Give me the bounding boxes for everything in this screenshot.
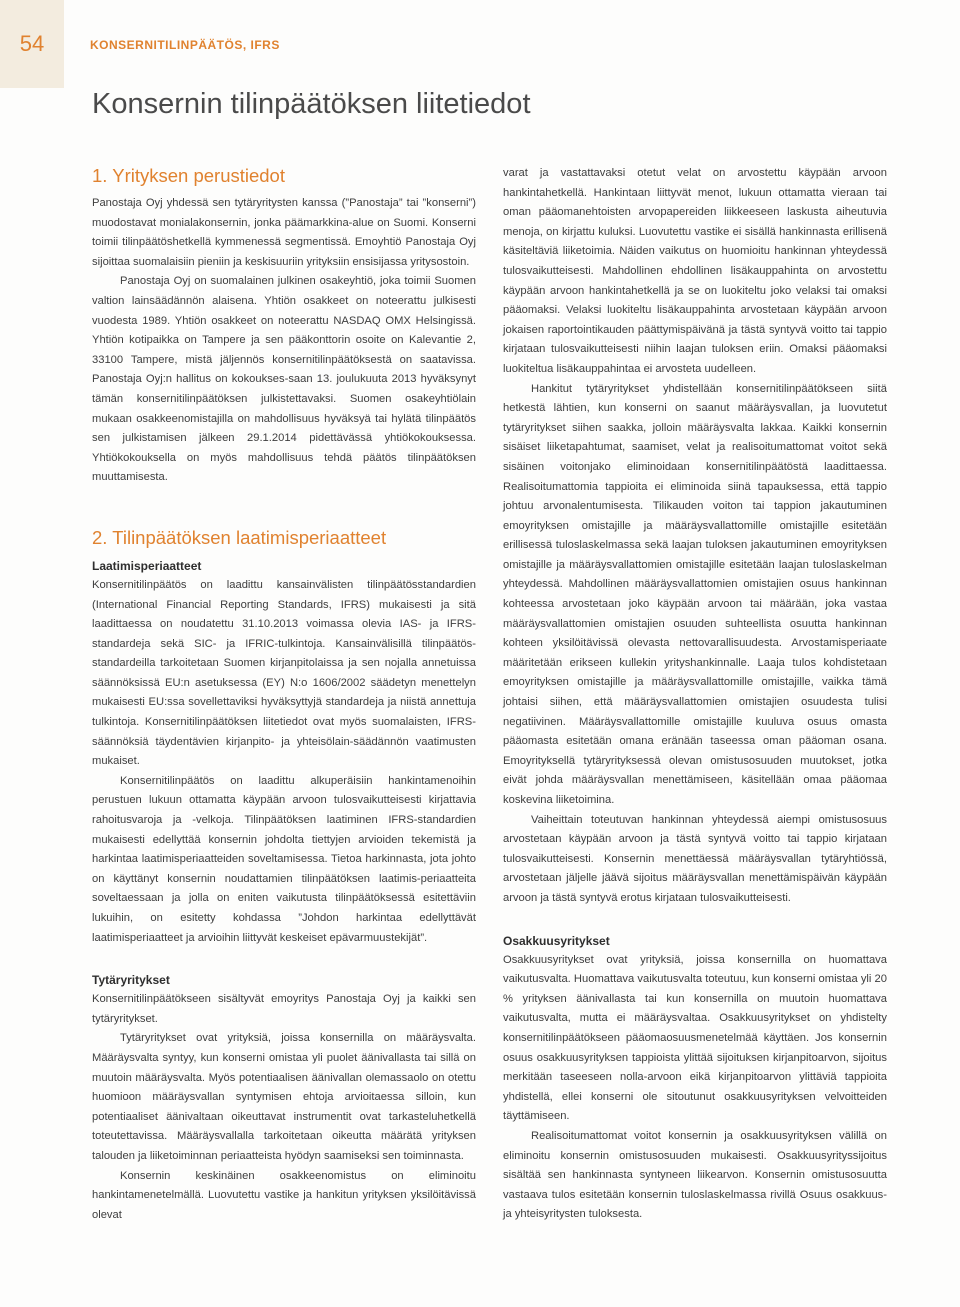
tytaryritykset-heading: Tytäryritykset bbox=[92, 973, 170, 988]
page-number: 54 bbox=[0, 0, 64, 88]
osakkuus-paragraph-1: Osakkuusyritykset ovat yrityksiä, joissa konsernilla on huomattava vaikutusvalta. Huomattava vaikutusvalta toteutuu, kun konserni omistaa yli 20 % yrityksen äänivallasta tai kun konsernilla on muutoin huomattava vaikutusvalta, mutta ei määräysvaltaa. Osakkuusyritykset on yhdistelty konsernitilinpäätökseen pääomaosuusmenetelmää käyttäen. Jos konsernin osuus osakkuusyrityksen tappioista ylittää sijoituksen kirjanpitoarvon, sijoitus merkitään taseeseen nolla-arvoon eikä kirjanpitoarvon ylittäviä tappioita yhdistellä, ellei konserni ole sitoutunut osakkuusyrityksen velvoitteiden täyttämiseen. bbox=[503, 953, 887, 1123]
right-paragraph-2: Hankitut tytäryritykset yhdistellään konsernitilinpäätökseen siitä hetkestä lähtien, kun konserni on saanut määräysvallan, ja luovutetut tytäryritykset siihen saakka, jolloin määräysvalta lakkaa. Kaikki konsernin sisäiset liiketapahtumat, saamiset, velat ja realisoitumattomat voitot sekä sisäinen voitonjako eliminoidaan konsernitilinpäätöstä laadittaessa. Realisoitumattomia tappioita ei eliminoida siinä tapauksessa, että tappio johtuu arvonalentumisesta. Tilikauden voiton tai tappion jakautuminen emoyrityksen omistajille ja määräysvallattomille omistajille esitetään erillisessä tuloslaskelmassa sekä laajan tuloksen jakautuminen emoyrityksen omistajille ja määräysvallattomien omistajille esitetään laajan tuloslaskelman yhteydessä. Mahdollinen määräysvallattomien omistajien osuus hankinnan kohteessa arvostetaan joko käypään arvoon tai määrään, joka vastaa määräysvallattomien omistajien osuuden suhteellista osuutta hankinnan kohteen yksilöitävissä olevasta nettovarallisuudesta. Arvostamisperiaate määritetään erikseen kullekin yrityshankinnalle. Laaja tulos kohdistetaan emoyrityksen omistajille ja määräysvallattomille omistajille, vaikka tämä johtaisi siihen, että määräysvallattomien omistajien osuudesta tulisi negatiivinen. Määräysvallattomille omistajille kuuluva osuus omasta pääomasta esitetään omana eränään taseessa oman pääoman osana. Emoyrityksellä tytäryrityksessä olevan omistusosuuden muutokset, jotka eivät johda määräysvallan menettämiseen, käsitellään omaa pääomaa koskevina liiketoimina. bbox=[503, 382, 887, 806]
osakkuus-paragraph-2: Realisoitumattomat voitot konsernin ja osakkuusyrityksen välillä on eliminoitu konsernin omistusosuuden mukaisesti. Osakkuusyrityssijoitus sisältää sen hankinnasta syntyneen liikearvon. Konsernin omistusosuutta vastaava tulos esitetään konsernin tuloslaskelmassa rivillä Osuus osakkuus- ja yhteisyritysten tuloksesta. bbox=[503, 1129, 887, 1221]
right-paragraph-1: varat ja vastattavaksi otetut velat on arvostettu käypään arvoon hankintahetkellä. Hankintaan liittyvät menot, lukuun ottamatta vieraan tai oman pääomanehtoisten arvopapereiden liikkeeseen laskusta aiheutuvia menoja, on kirjattu kuluksi. Luovutettu vastike ei sisällä hankinnasta erillisenä käsiteltäviä liiketoimia. Näiden vaikutus on huomioitu hankinnan yhteydessä tulosvaikutteisesti. Mahdollinen ehdollinen lisäkauppahinta on arvostettu käypään arvoon hankintahetkellä ja se on luokiteltu joko velaksi tai omaksi pääomaksi. Velaksi luokiteltu lisäkauppahinta arvostetaan käypään arvoon jokaisen raportointikauden päättymispäivänä ja tästä syntyvä voitto tai tappio kirjataan tulosvaikutteisesti niihin laajan tuloksen eriin. Omaksi pääomaksi luokiteltua lisäkauppahintaa ei arvosteta uudelleen. bbox=[503, 167, 887, 375]
s1-paragraph-2: Panostaja Oyj on suomalainen julkinen osakeyhtiö, joka toimii Suomen valtion lainsäädännön alaisena. Yhtiön osakkeet on noteerattu julkisesti vuodesta 1989. Yhtiön osakkeet on noteerattu NASDAQ OMX Helsingissä. Yhtiön kotipaikka on Tampere ja sen pääkonttorin osoite on Kalevantie 2, 33100 Tampere, mistä jäljennös konsernitilinpäätöksestä on saatavissa. Panostaja Oyj:n hallitus on kokoukses-saan 13. joulukuuta 2013 hyväksynyt tämän konsernitilinpäätöksen julkistettavaksi. Suomen osakeyhtiölain mukaan osakkeenomistajilla on mahdollisuus hyväksyä tai hylätä tilinpäätös sen julkistamisen jälkeen 29.1.2014 pidettävässä yhtiökokouksessa. Yhtiökokouksella on myös mahdollisuus tehdä päätös tilinpäätöksen muuttamisesta. bbox=[92, 275, 476, 484]
tytar-paragraph-2: Tytäryritykset ovat yrityksiä, joissa konsernilla on määräysvalta. Määräysvalta syntyy, kun konserni omistaa yli puolet äänivallasta tai sillä on muutoin määräysvalta. Myös potentiaalisen äänivallan olemassaolo on otettu huomioon määräysvallan syntymisen ehtoja arvioitaessa silloin, kun potentiaaliset äänivaltaan oikeuttavat instrumentit ovat tarkasteluhetkellä toteutettavissa. Määräysvallalla tarkoitetaan oikeutta määrätä yrityksen talouden ja liiketoiminnan periaatteista hyödyn saamiseksi sen toiminnasta. bbox=[92, 1032, 476, 1162]
section-2-heading: 2. Tilinpäätöksen laatimisperiaatteet bbox=[92, 526, 387, 548]
section-1-heading: 1. Yrityksen perustiedot bbox=[92, 165, 285, 186]
laatimis-paragraph-1: Konsernitilinpäätös on laadittu kansainvälisten tilinpäätösstandardien (International Financial Reporting Standards, IFRS) mukaisesti ja sitä laadittaessa on noudatettu 31.10.2013 voimassa olevia IAS- ja IFRS-standardeja sekä SIC- ja IFRIC-tulkintoja. Kansainvälisillä tilinpäätös-standardeilla tarkoitetaan Suomen kirjanpitolaissa ja sen nojalla annetuissa säännöksissä EU:n asetuksessa (EY) N:o 1606/2002 säädetyn menettelyn mukaisesti EU:ssa sovellettaviksi hyväksyttyjä standardeja ja niistä annettuja tulkintoja. Konsernitilinpäätöksen liitetiedot ovat myös suomalaisten, IFRS-säännöksiä täydentävien kirjanpito- ja yhteisölain-säädännön vaatimusten mukaiset. bbox=[92, 578, 476, 768]
osakkuusyritykset-heading: Osakkuusyritykset bbox=[503, 933, 610, 948]
running-header: KONSERNITILINPÄÄTÖS, IFRS bbox=[90, 38, 280, 52]
right-paragraph-3: Vaiheittain toteutuvan hankinnan yhteydessä aiempi omistusosuus arvostetaan käypään arvoon ja tästä syntyvä voitto tai tappio kirjataan tulosvaikutteisesti. Konsernin menettäessä määräysvallan tytäryhtiössä, arvostetaan jäljelle jäävä sijoitus määräysvallan menettämispäivän käypään arvoon ja tästä syntyvä erotus kirjataan tulosvaikutteisesti. bbox=[503, 813, 887, 904]
laatimis-paragraph-2: Konsernitilinpäätös on laadittu alkuperäisiin hankintamenoihin perustuen lukuun ottamatta käypään arvoon tulosvaikutteisesti kirjattavia rahoitusvaroja ja -velkoja. Tilinpäätöksen laatiminen IFRS-standardien mukaisesti edellyttää konsernin johdolta tiettyjen arvioiden tekemistä ja harkintaa laatimisperiaatteiden soveltamisessa. Tietoa harkinnasta, jota johto on käyttänyt konsernin noudattamien tilinpäätöksen laatimis-periaatteita soveltaessaan ja jolla on eniten vaikutusta tilinpäätöksessä esitettäviin lukuihin, on esitetty kohdassa ”Johdon harkintaa edellyttävät laatimisperiaatteet ja arvioihin liittyvät keskeiset epävarmuustekijät”. bbox=[92, 774, 476, 944]
right-column bbox=[503, 164, 887, 1225]
tytar-paragraph-1: Konsernitilinpäätökseen sisältyvät emoyritys Panostaja Oyj ja kaikki sen tytäryritykset. bbox=[92, 993, 476, 1025]
left-column bbox=[92, 164, 476, 1225]
s1-paragraph-1: Panostaja Oyj yhdessä sen tytäryritysten kanssa (”Panostaja” tai ”konserni”) muodostavat monialakonsernin, jonka päämarkkina-alue on Suomi. Konserni toimii tilinpäätöshetkellä kymmenessä segmentissä. Emoyhtiö Panostaja Oyj sijoittaa suomalaisiin pieniin ja keskisuuriin yrityksiin ensisijassa yritysostoin. bbox=[92, 197, 476, 268]
tytar-paragraph-3: Konsernin keskinäinen osakkeenomistus on eliminoitu hankintamenetelmällä. Luovutettu vastike ja hankitun yrityksen yksilöitävissä olevat bbox=[92, 1169, 476, 1221]
laatimisperiaatteet-heading: Laatimisperiaatteet bbox=[92, 558, 202, 573]
page-title: Konsernin tilinpäätöksen liitetiedot bbox=[92, 88, 531, 120]
